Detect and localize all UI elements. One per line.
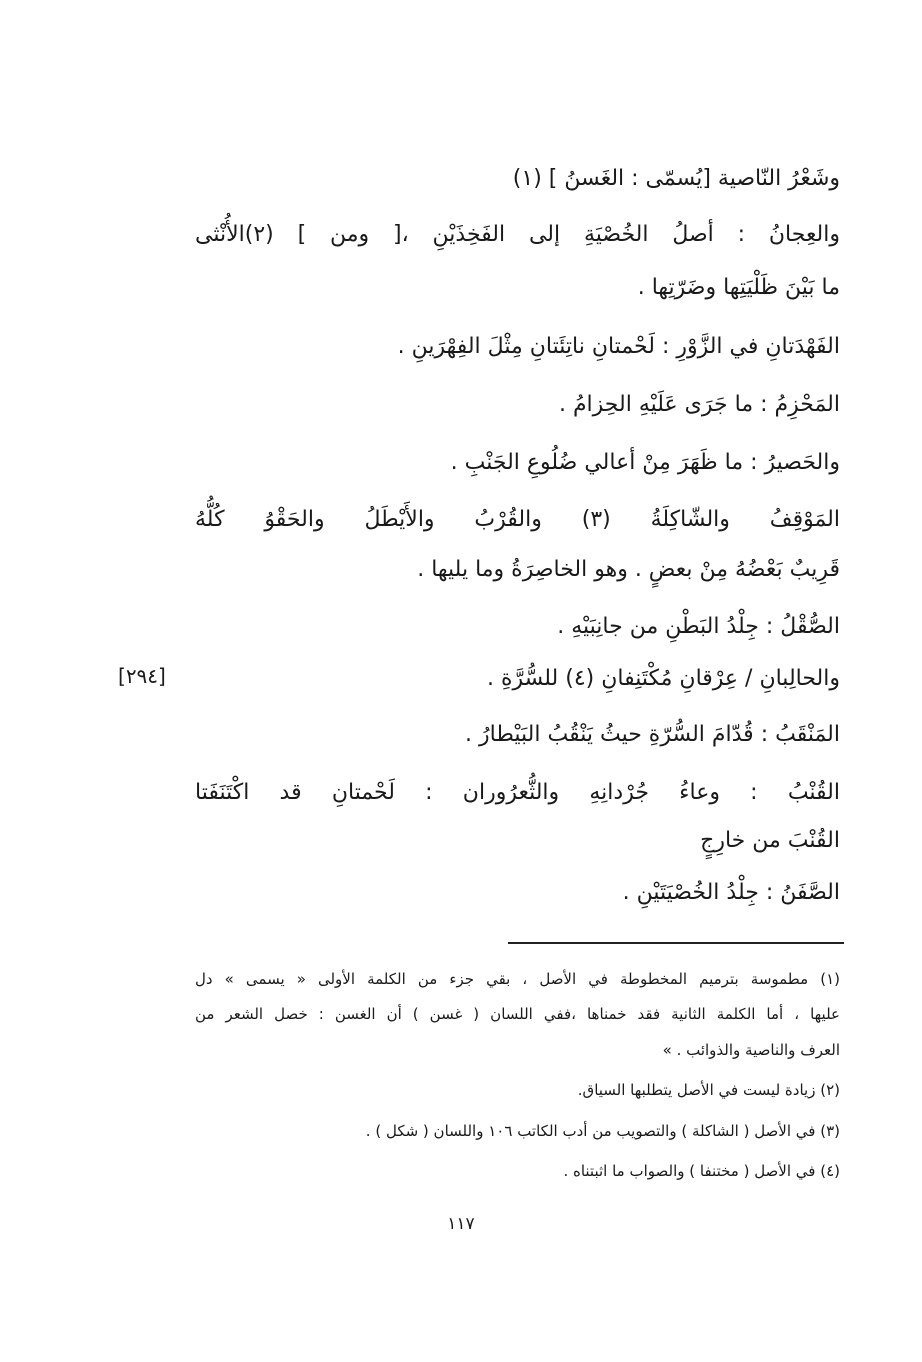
text-line-2: والعِجانُ : أصلُ الخُصْيَةِ إلى الفَخِذَيْنِ ،[ ومن ] (٢)الأُنْثى	[195, 222, 840, 247]
text-line-1: وشَعْرُ النّاصية [يُسمّى : الغَسنُ ] (١)	[512, 166, 840, 191]
footnote-line-4: (٢) زيادة ليست في الأصل يتطلبها السياق.	[577, 1081, 840, 1099]
text-line-10: والحالِبانِ / عِرْقانِ مُكْتَنِفانِ (٤) للسُّرَّةِ .	[486, 666, 840, 691]
footnote-line-6: (٤) في الأصل ( مختنفا ) والصواب ما اثبتناه .	[563, 1162, 840, 1180]
text-line-12: القُنْبُ : وعاءُ جُرْدانِهِ والثُّعرُوران : لَحْمتانِ قد اكْتَنَفَتا	[195, 780, 840, 805]
margin-folio-reference: [٢٩٤]	[118, 664, 166, 688]
footnote-line-3: العرف والناصية والذوائب . »	[662, 1041, 840, 1059]
text-line-14: الصَّفَنُ : جِلْدُ الخُصْيَتَيْنِ .	[622, 880, 840, 905]
text-line-3: ما بَيْنَ ظَلْيَتِها وضَرّتِها .	[637, 275, 840, 300]
footnote-line-2: عليها ، أما الكلمة الثانية فقد خمناها ،ففي اللسان ( غسن ) أن الغسن : خصل الشعر من	[195, 1005, 840, 1023]
text-line-4: الفَهْدَتانِ في الزَّوْرِ : لَحْمتانِ ناتِئَتانِ مِثْلَ الفِهْرَينِ .	[397, 334, 840, 359]
text-line-5: المَحْزِمُ : ما جَرَى عَلَيْهِ الحِزامُ .	[558, 392, 840, 417]
footnote-line-1: (١) مطموسة بترميم المخطوطة في الأصل ، بقي جزء من الكلمة الأولى « يسمى » دل	[195, 970, 840, 988]
text-line-11: المَنْقَبُ : قُدّامَ السُّرّةِ حيثُ يَنْقُبُ البَيْطارُ .	[465, 722, 840, 747]
text-line-9: الصُّقْلُ : جِلْدُ البَطْنِ من جانِبَيْهِ .	[557, 614, 840, 639]
text-line-8: قَرِيبٌ بَعْضُهُ مِنْ بعضٍ . وهو الخاصِرَةُ وما يليها .	[417, 557, 840, 582]
page-number: ١١٧	[447, 1214, 475, 1234]
text-line-7: المَوْقِفُ والشّاكِلَةُ (٣) والقُرْبُ والأَيْطَلُ والحَقْوُ كُلُّهُ	[195, 507, 840, 532]
footnote-line-5: (٣) في الأصل ( الشاكلة ) والتصويب من أدب الكاتب ١٠٦ واللسان ( شكل ) .	[365, 1122, 840, 1140]
text-line-13: القُنْبَ من خارِجٍ	[700, 828, 840, 853]
footnote-divider	[508, 942, 844, 944]
text-line-6: والحَصيرُ : ما ظَهَرَ مِنْ أعالي ضُلُوعِ الجَنْبِ .	[450, 450, 840, 475]
